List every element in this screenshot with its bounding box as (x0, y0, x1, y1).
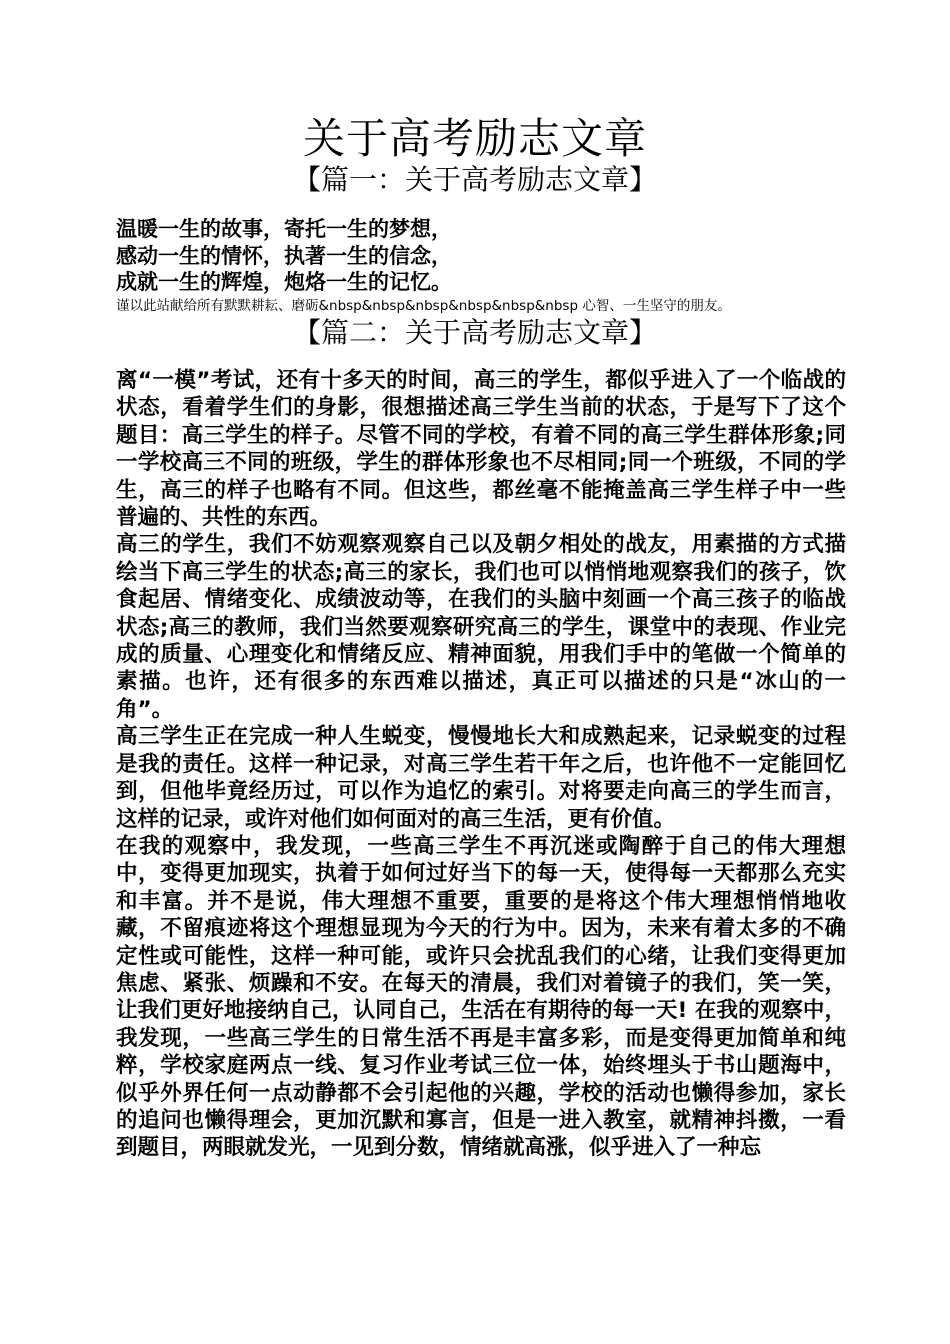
section-2-heading: 【篇二：关于高考励志文章】 (292, 316, 657, 349)
poem-line: 感动一生的情怀，执著一生的信念， (116, 243, 452, 268)
section-2-body (116, 367, 846, 1162)
section-1-dedication: 谨以此站献给所有默默耕耘、磨砺&nbsp&nbsp&nbsp&nbsp&nbsp&nbsp 心智、一生坚守的朋友。 (116, 298, 731, 314)
section-1-heading: 【篇一：关于高考励志文章】 (292, 163, 657, 196)
section-1-poem (116, 216, 836, 296)
body-paragraph: 离“一模”考试，还有十多天的时间，高三的学生，都似乎进入了一个临战的状态，看着学生们的身影，很想描述高三学生当前的状态，于是写下了这个题目：高三学生的样子。尽管不同的学校，有着不同的高三学生群体形象;同一学校高三不同的班级，学生的群体形象也不尽相同;同一个班级，不同的学生，高三的样子也略有不同。但这些，都丝毫不能掩盖高三学生样子中一些普遍的、共性的东西。 (116, 368, 846, 531)
body-paragraph: 高三学生正在完成一种人生蜕变，慢慢地长大和成熟起来，记录蜕变的过程是我的责任。这样一种记录，对高三学生若干年之后，也许他不一定能回忆到，但他毕竟经历过，可以作为追忆的索引。对将要走向高三的学生而言，这样的记录，或许对他们如何面对的高三生活，更有价值。 (116, 724, 846, 832)
body-paragraph: 高三的学生，我们不妨观察观察自己以及朝夕相处的战友，用素描的方式描绘当下高三学生的状态;高三的家长，我们也可以悄悄地观察我们的孩子，饮食起居、情绪变化、成绩波动等，在我们的头脑中刻画一个高三孩子的临战状态;高三的教师，我们当然要观察研究高三的学生，课堂中的表现、作业完成的质量、心理变化和情绪反应、精神面貌，用我们手中的笔做一个简单的素描。也许，还有很多的东西难以描述，真正可以描述的只是“冰山的一角”。 (116, 532, 846, 722)
document-title: 关于高考励志文章 (302, 114, 647, 163)
poem-line: 成就一生的辉煌，炮烙一生的记忆。 (116, 270, 452, 294)
poem-line: 温暖一生的故事，寄托一生的梦想， (116, 217, 452, 241)
body-paragraph: 在我的观察中，我发现，一些高三学生不再沉迷或陶醉于自己的伟大理想中，变得更加现实，执着于如何过好当下的每一天，使得每一天都那么充实和丰富。并不是说，伟大理想不重要，重要的是将这个伟大理想悄悄地收藏，不留痕迹将这个理想显现为今天的行为中。因为，未来有着太多的不确定性或可能性，这样一种可能，或许只会扰乱我们的心绪，让我们变得更加焦虑、紧张、烦躁和不安。在每天的清晨，我们对着镜子的我们，笑一笑，让我们更好地接纳自己，认同自己，生活在有期待的每一天! 在我的观察中，我发现，一些高三学生的日常生活不再是丰富多彩，而是变得更加简单和纯粹，学校家庭两点一线、复习作业考试三位一体，始终埋头于书山题海中，似乎外界任何一点动静都不会引起他的兴趣，学校的活动也懒得参加，家长的追问也懒得理会，更加沉默和寡言，但是一进入教室，就精神抖擞，一看到题目，两眼就发光，一见到分数，情绪就高涨，似乎进入了一种忘 (116, 833, 846, 1161)
